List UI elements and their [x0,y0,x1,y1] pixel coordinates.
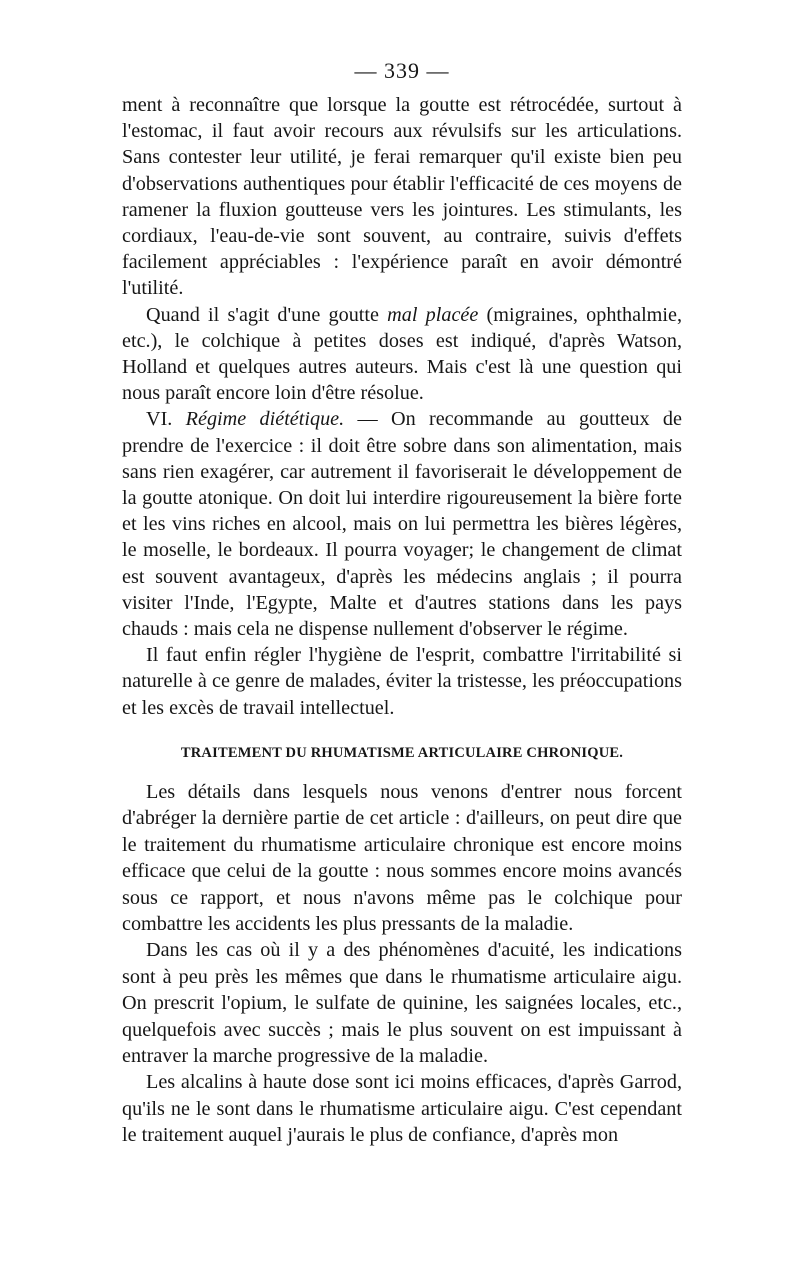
book-page [122,56,682,1149]
paragraph-7 [122,1069,682,1148]
paragraph-5-text: Les détails dans lesquels nous venons d'entrer nous forcent d'abréger la dernière partie de cet article : d'ailleurs, on peut dire que le traitement du rhumatisme articulaire chronique est encore moins efficace que celui de la goutte : nous sommes encore moins avancés sous ce rapport, et nous n'avons même pas le colchique pour combattre les accidents les plus pressants de la maladie. [122,780,682,935]
section-title: TRAITEMENT DU RHUMATISME ARTICULAIRE CHRONIQUE. [180,744,624,761]
paragraph-4-text: Il faut enfin régler l'hygiène de l'esprit, combattre l'irritabilité si naturelle à ce genre de malades, éviter la tristesse, les préoccupations et les excès de travail intellectuel. [122,644,682,719]
paragraph-6 [122,937,682,1069]
paragraph-3-text: — On recommande au goutteux de prendre de l'exercice : il doit être sobre dans son alimentation, mais sans rien exagérer, car autrement il favoriserait le développement de la goutte atonique. On doit lui interdire rigoureusement la bière forte et les vins riches en alcool, mais on lui permettra les bières légères, le moselle, le bordeaux. Il pourra voyager; le changement de climat est souvent avantageux, d'après les médecins anglais ; il pourra visiter l'Inde, l'Egypte, Malte et d'autres stations dans les pays chauds : mais cela ne dispense nullement d'observer le régime. [122,408,682,641]
paragraph-1-text: ment à reconnaître que lorsque la goutte est rétrocédée, surtout à l'estomac, il faut avoir recours aux révulsifs sur les articulations. Sans contester leur utilité, je ferai remarquer qu'il existe bien peu d'observations authentiques pour établir l'efficacité de ces moyens de ramener la fluxion goutteuse vers les jointures. Les stimulants, les cordiaux, l'eau-de-vie sont souvent, au contraire, suivis d'effets facilement appréciables : l'expérience paraît en avoir démontré l'utilité. [122,94,682,300]
paragraph-3-section-number: VI. [146,408,186,431]
paragraph-5 [122,779,682,937]
text-block-before [122,92,682,721]
paragraph-2-text-a: Quand il s'agit d'une goutte [146,303,388,326]
paragraph-4 [122,642,682,721]
paragraph-6-text: Dans les cas où il y a des phénomènes d'acuité, les indications sont à peu près les mêmes que dans le rhumatisme articulaire aigu. On prescrit l'opium, le sulfate de quinine, les saignées locales, etc., quelquefois avec succès ; mais le plus souvent on est impuissant à entraver la marche progressive de la maladie. [122,939,682,1067]
paragraph-3 [122,406,682,642]
paragraph-2 [122,302,682,407]
paragraph-2-text-b: (migraines, ophthalmie, etc.), le colchique à petites doses est indiqué, d'après Watson, Holland et quelques autres auteurs. Mais c'est là une question qui nous paraît encore loin d'être résolue. [122,303,683,405]
paragraph-7-text: Les alcalins à haute dose sont ici moins efficaces, d'après Garrod, qu'ils ne le sont dans le rhumatisme articulaire aigu. C'est cependant le traitement auquel j'aurais le plus de confiance, d'après mon [122,1071,682,1147]
paragraph-2-italic: mal placée [387,303,479,326]
text-block-after [122,779,682,1149]
paragraph-1 [122,92,682,302]
page-number: — 339 — [354,58,450,83]
paragraph-3-italic-heading: Régime diététique. [185,408,345,431]
